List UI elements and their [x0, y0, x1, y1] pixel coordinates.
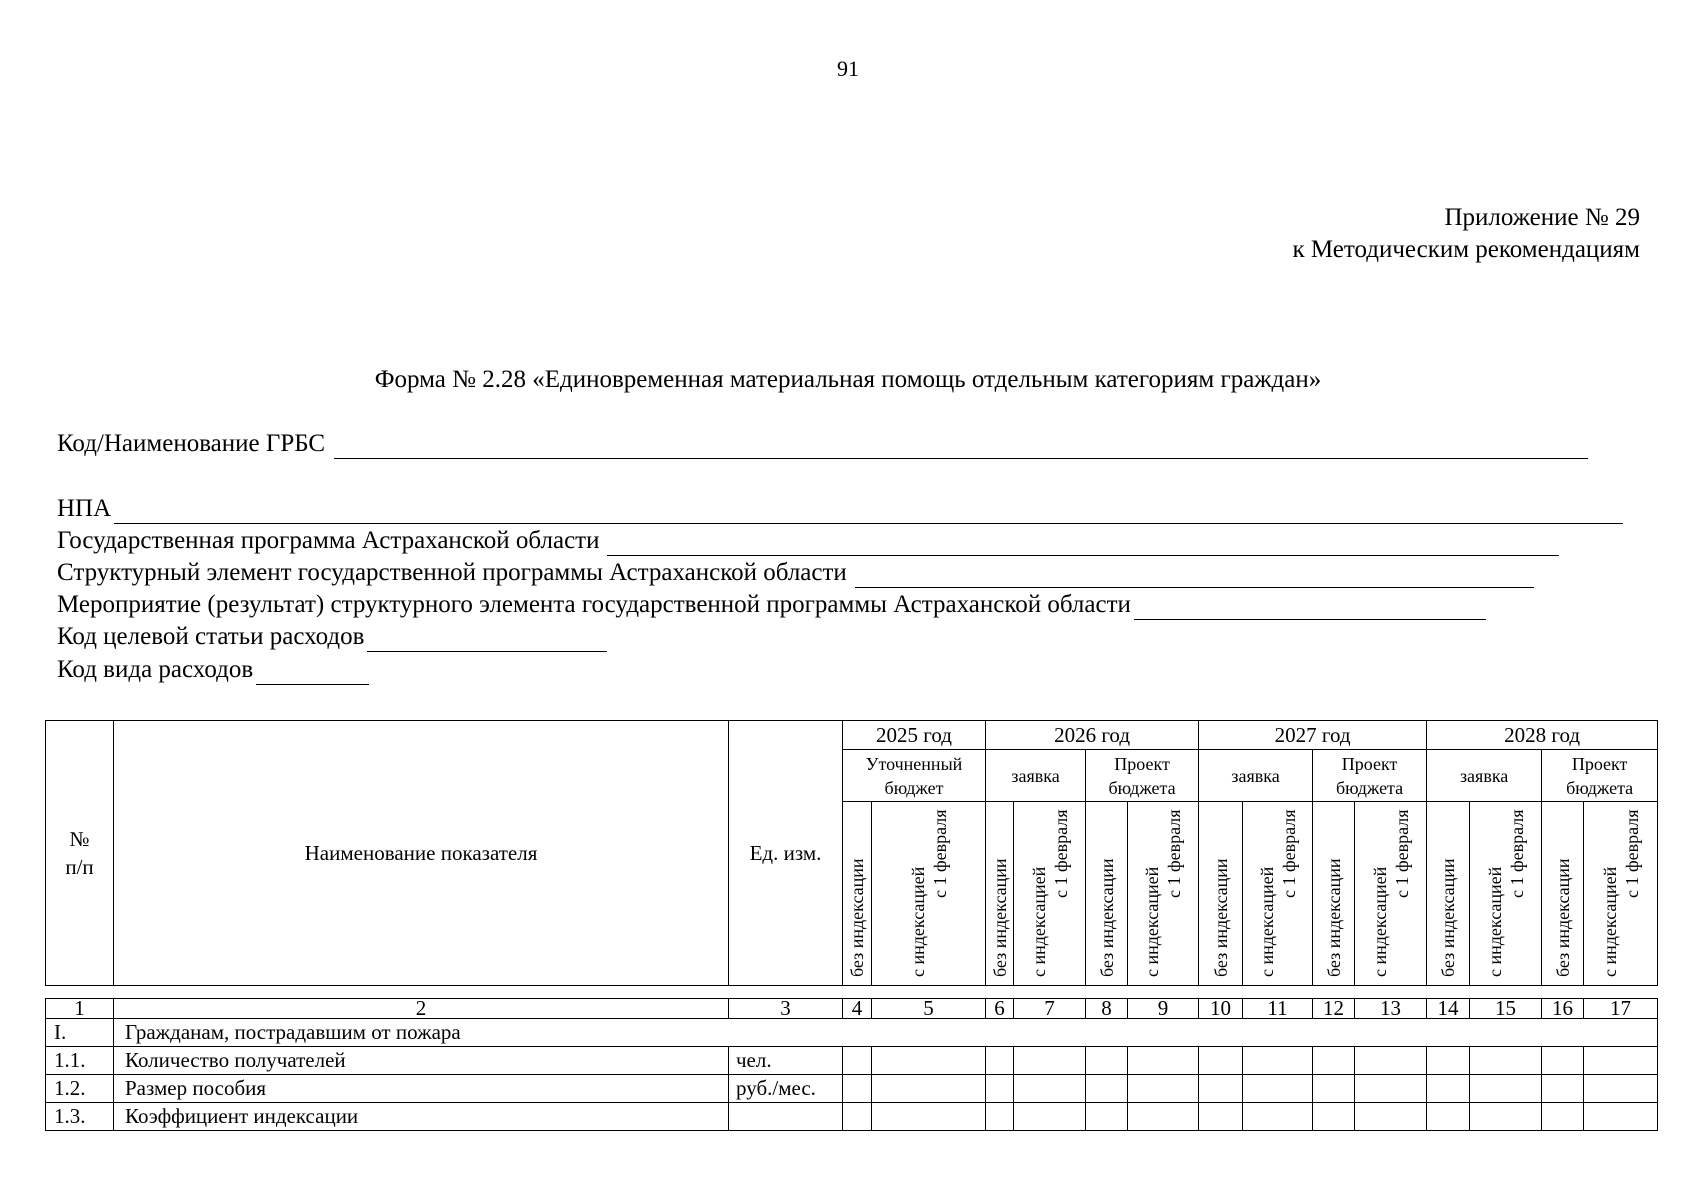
subheader-request-2026: заявка [986, 750, 1086, 802]
column-number-cell: 3 [729, 999, 843, 1019]
value-cell[interactable] [1355, 1047, 1427, 1075]
row-number: 1.1. [46, 1047, 114, 1075]
col-header-number [46, 721, 114, 986]
value-cell[interactable] [1086, 1103, 1128, 1131]
grbs-field [57, 429, 1588, 459]
with-index-line2: с 1 февраля [1391, 808, 1412, 898]
expense-code-input-line[interactable] [256, 662, 369, 685]
column-number-cell: 4 [843, 999, 872, 1019]
row-unit [729, 1103, 843, 1131]
col-header-name: Наименование показателя [114, 721, 729, 986]
value-cell[interactable] [1014, 1075, 1086, 1103]
year-2027-header: 2027 год [1199, 721, 1427, 750]
value-cell[interactable] [843, 1047, 872, 1075]
year-2026-header: 2026 год [986, 721, 1199, 750]
column-number-row [46, 999, 1658, 1019]
struct-element-label: Структурный элемент государственной программы Астраханской области [57, 559, 847, 586]
column-number-cell: 5 [872, 999, 986, 1019]
appendix-reference: к Методическим рекомендациям [1292, 236, 1640, 263]
grbs-label: Код/Наименование ГРБС [57, 430, 326, 457]
value-cell[interactable] [1427, 1047, 1470, 1075]
with-index-line1: с индексацией [1028, 866, 1049, 977]
subheader-request-2027: заявка [1199, 750, 1313, 802]
npa-field [57, 494, 1623, 524]
value-cell[interactable] [1086, 1047, 1128, 1075]
value-cell[interactable] [843, 1103, 872, 1131]
indicator-table-body [45, 998, 1658, 1131]
col-header-unit: Ед. изм. [729, 721, 843, 986]
value-cell[interactable] [872, 1075, 986, 1103]
column-number-cell: 12 [1313, 999, 1355, 1019]
table-row [46, 1075, 1658, 1103]
value-cell[interactable] [1313, 1047, 1355, 1075]
value-cell[interactable] [1470, 1075, 1542, 1103]
page-number: 91 [837, 56, 859, 81]
with-index-line2: с 1 февраля [1506, 808, 1527, 898]
no-index-label: без индексации [1438, 857, 1459, 977]
program-field [57, 526, 1559, 556]
col-header-with-index [872, 802, 986, 986]
value-cell[interactable] [1427, 1103, 1470, 1131]
npa-label: НПА [57, 495, 112, 522]
column-number-cell: 7 [1014, 999, 1086, 1019]
form-title: Форма № 2.28 «Единовременная материальная помощь отдельным категориям граждан» [374, 366, 1322, 393]
value-cell[interactable] [1313, 1103, 1355, 1131]
column-number-cell: 8 [1086, 999, 1128, 1019]
column-number-cell: 17 [1584, 999, 1658, 1019]
col-header-no-index [1313, 802, 1355, 986]
with-index-line1: с индексацией [907, 866, 928, 977]
with-index-line1: с индексацией [1256, 866, 1277, 977]
with-index-label [1369, 809, 1413, 979]
subheader-project-2027: Проект бюджета [1313, 750, 1427, 802]
target-code-label: Код целевой статьи расходов [57, 623, 365, 650]
value-cell[interactable] [1199, 1075, 1243, 1103]
measure-field [57, 590, 1486, 620]
row-unit: руб./мес. [729, 1075, 843, 1103]
value-cell[interactable] [1243, 1103, 1313, 1131]
column-number-cell: 6 [986, 999, 1014, 1019]
indicator-table-header [45, 720, 1658, 986]
with-index-line2: с 1 февраля [1278, 808, 1299, 898]
no-index-label: без индексации [1210, 857, 1231, 977]
with-index-line1: с индексацией [1369, 866, 1390, 977]
column-number-cell: 13 [1355, 999, 1427, 1019]
column-number-cell: 16 [1542, 999, 1584, 1019]
subheader-request-2028: заявка [1427, 750, 1542, 802]
value-cell[interactable] [1542, 1047, 1584, 1075]
row-number: 1.2. [46, 1075, 114, 1103]
with-index-label [1028, 809, 1072, 979]
npa-input-line[interactable] [114, 501, 1623, 524]
measure-label: Мероприятие (результат) структурного элемента государственной программы Астраханской области [57, 591, 1131, 618]
value-cell[interactable] [1086, 1075, 1128, 1103]
no-index-label: без индексации [1323, 857, 1344, 977]
with-index-label [1256, 809, 1300, 979]
struct-element-field [57, 558, 1534, 588]
section-name: Гражданам, пострадавшим от пожара [114, 1019, 1658, 1047]
table-row [46, 1047, 1658, 1075]
column-number-cell: 11 [1243, 999, 1313, 1019]
value-cell[interactable] [1128, 1075, 1199, 1103]
value-cell[interactable] [1542, 1103, 1584, 1131]
with-index-line1: с индексацией [1599, 866, 1620, 977]
appendix-number: Приложение № 29 [1444, 204, 1640, 231]
value-cell[interactable] [986, 1103, 1014, 1131]
value-cell[interactable] [1243, 1047, 1313, 1075]
row-number: 1.3. [46, 1103, 114, 1131]
value-cell[interactable] [843, 1075, 872, 1103]
row-unit: чел. [729, 1047, 843, 1075]
year-2025-header: 2025 год [843, 721, 986, 750]
with-index-line2: с 1 февраля [1164, 808, 1185, 898]
with-index-line1: с индексацией [1484, 866, 1505, 977]
no-index-label: без индексации [989, 857, 1010, 977]
with-index-label [907, 809, 951, 979]
value-cell[interactable] [986, 1075, 1014, 1103]
value-cell[interactable] [1470, 1047, 1542, 1075]
value-cell[interactable] [1199, 1047, 1243, 1075]
with-index-line2: с 1 февраля [929, 808, 950, 898]
col-header-with-index [1355, 802, 1427, 986]
program-label: Государственная программа Астраханской области [57, 527, 600, 554]
section-number: I. [46, 1019, 114, 1047]
value-cell[interactable] [1128, 1047, 1199, 1075]
with-index-line1: с индексацией [1142, 866, 1163, 977]
struct-element-input-line[interactable] [855, 565, 1534, 588]
value-cell[interactable] [1355, 1075, 1427, 1103]
col-header-with-index [1014, 802, 1086, 986]
no-index-label: без индексации [847, 857, 867, 977]
col-header-with-index [1128, 802, 1199, 986]
col-header-with-index [1243, 802, 1313, 986]
value-cell[interactable] [1014, 1047, 1086, 1075]
value-cell[interactable] [1584, 1047, 1658, 1075]
value-cell[interactable] [986, 1047, 1014, 1075]
expense-code-field [57, 655, 369, 685]
expense-code-label: Код вида расходов [57, 656, 254, 683]
value-cell[interactable] [1470, 1103, 1542, 1131]
col-number-label: № п/п [65, 827, 94, 879]
col-header-no-index [986, 802, 1014, 986]
row-name: Коэффициент индексации [114, 1103, 729, 1131]
col-header-with-index [1584, 802, 1658, 986]
value-cell[interactable] [872, 1047, 986, 1075]
column-number-cell: 14 [1427, 999, 1470, 1019]
grbs-input-line[interactable] [334, 436, 1588, 459]
section-row [46, 1019, 1658, 1047]
target-code-field [57, 622, 607, 652]
value-cell[interactable] [1584, 1075, 1658, 1103]
column-number-cell: 15 [1470, 999, 1542, 1019]
row-name: Количество получателей [114, 1047, 729, 1075]
with-index-label [1484, 809, 1528, 979]
col-header-no-index [1199, 802, 1243, 986]
value-cell[interactable] [1584, 1103, 1658, 1131]
measure-input-line[interactable] [1134, 597, 1486, 620]
column-number-cell: 10 [1199, 999, 1243, 1019]
subheader-project-2028: Проект бюджета [1542, 750, 1658, 802]
col-header-no-index [1086, 802, 1128, 986]
value-cell[interactable] [1313, 1075, 1355, 1103]
subheader-project-2026: Проект бюджета [1086, 750, 1199, 802]
with-index-label [1599, 809, 1643, 979]
value-cell[interactable] [1014, 1103, 1086, 1131]
column-number-cell: 2 [114, 999, 729, 1019]
col-header-no-index [1427, 802, 1470, 986]
col-header-with-index [1470, 802, 1542, 986]
col-header-no-index [843, 802, 872, 986]
program-input-line[interactable] [607, 533, 1559, 556]
value-cell[interactable] [1542, 1075, 1584, 1103]
value-cell[interactable] [1199, 1103, 1243, 1131]
target-code-input-line[interactable] [367, 629, 607, 652]
table-row [46, 1103, 1658, 1131]
column-number-cell: 9 [1128, 999, 1199, 1019]
value-cell[interactable] [1355, 1103, 1427, 1131]
no-index-label: без индексации [1096, 857, 1117, 977]
value-cell[interactable] [1427, 1075, 1470, 1103]
value-cell[interactable] [872, 1103, 986, 1131]
with-index-line2: с 1 февраля [1621, 808, 1642, 898]
no-index-label: без индексации [1552, 857, 1573, 977]
column-number-cell: 1 [46, 999, 114, 1019]
row-name: Размер пособия [114, 1075, 729, 1103]
value-cell[interactable] [1243, 1075, 1313, 1103]
year-2028-header: 2028 год [1427, 721, 1658, 750]
with-index-label [1141, 809, 1185, 979]
subheader-refined-budget-2025: Уточненный бюджет [843, 750, 986, 802]
with-index-line2: с 1 февраля [1050, 808, 1071, 898]
col-header-no-index [1542, 802, 1584, 986]
value-cell[interactable] [1128, 1103, 1199, 1131]
